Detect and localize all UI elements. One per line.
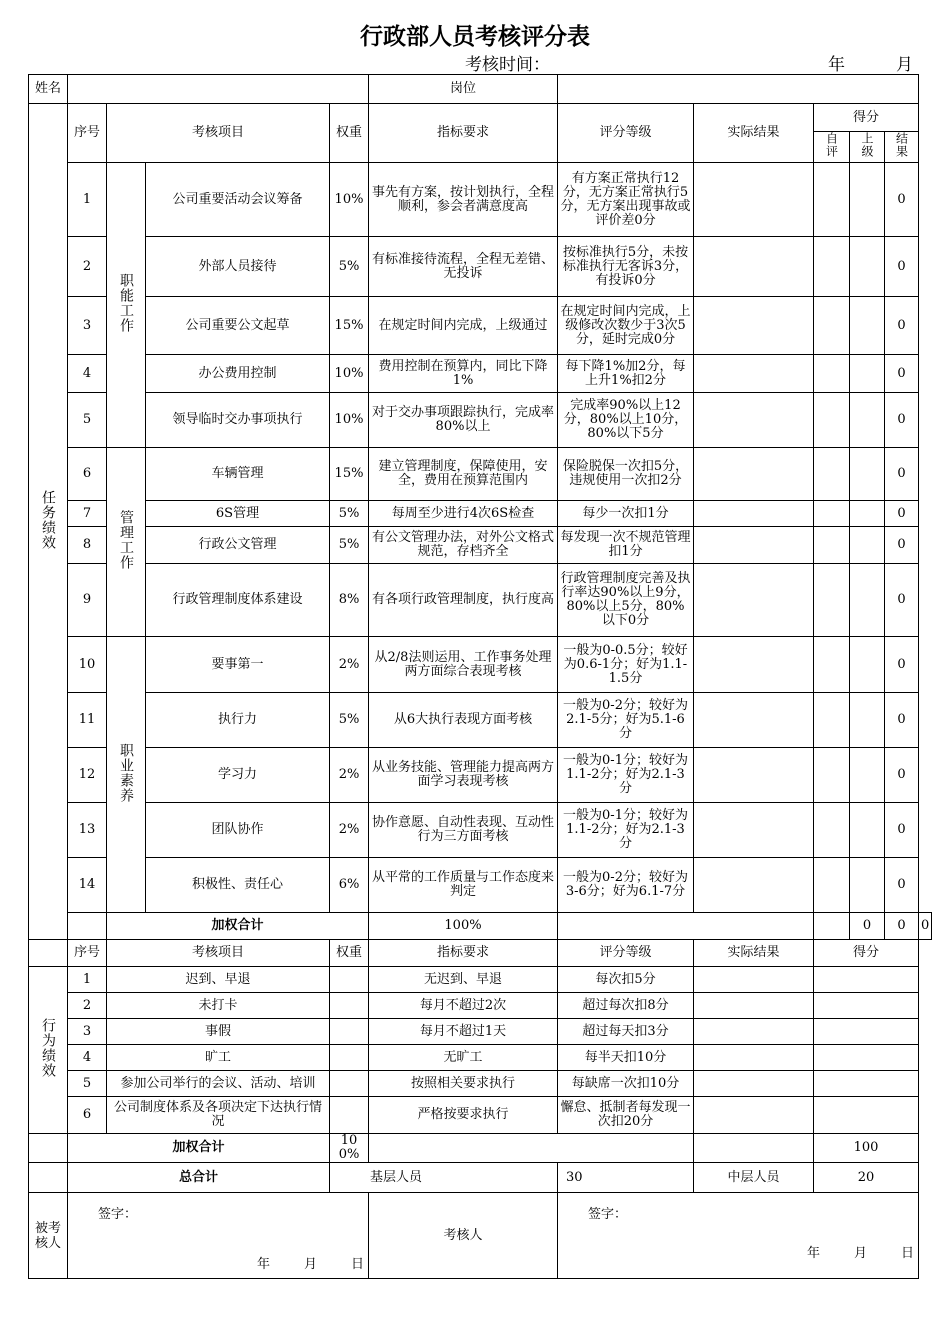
task-no: 6	[68, 448, 107, 501]
task-self-score-cell[interactable]	[814, 748, 850, 803]
behavior-actual-cell[interactable]	[694, 1097, 814, 1134]
task-row	[29, 637, 932, 693]
task-requirement: 建立管理制度，保障使用，安全，费用在预算范围内	[369, 448, 558, 501]
task-requirement: 有各项行政管理制度，执行度高	[369, 564, 558, 637]
behavior-score-cell[interactable]	[814, 1019, 919, 1045]
behavior-weight-cell[interactable]	[330, 1019, 369, 1045]
task-result: 0	[885, 803, 919, 858]
task-superior-score-cell[interactable]	[850, 163, 885, 237]
task-item: 行政管理制度体系建设	[146, 564, 330, 637]
task-superior-score-cell[interactable]	[850, 693, 885, 748]
task-no: 7	[68, 501, 107, 527]
task-self-score-cell[interactable]	[814, 803, 850, 858]
behavior-grading: 每次扣5分	[558, 967, 694, 993]
task-requirement: 从2/8法则运用、工作事务处理两方面综合表现考核	[369, 637, 558, 693]
task-actual-cell[interactable]	[694, 237, 814, 297]
task-weight: 2%	[330, 637, 369, 693]
examiner-date-month: 月	[853, 1245, 867, 1261]
task-group-label: 职业素养	[107, 637, 146, 913]
task-grading: 每少一次扣1分	[558, 501, 694, 527]
examinee-date-day: 日	[350, 1257, 364, 1272]
examinee-date-month: 月	[303, 1257, 317, 1272]
task-result: 0	[885, 564, 919, 637]
task-superior-score-cell[interactable]	[850, 501, 885, 527]
exam-time-label: 考核时间：	[465, 55, 550, 75]
task-requirement: 协作意愿、自动性表现、互动性行为三方面考核	[369, 803, 558, 858]
task-grading: 一般为0-1分；较好为1.1-2分；好为2.1-3分	[558, 748, 694, 803]
task-no: 12	[68, 748, 107, 803]
task-weight: 5%	[330, 501, 369, 527]
task-self-score-cell[interactable]	[814, 237, 850, 297]
behavior-no: 4	[68, 1045, 107, 1071]
task-self-score-cell[interactable]	[814, 564, 850, 637]
b-header-weight: 权重	[330, 940, 369, 967]
task-grading: 一般为0-1分；较好为1.1-2分；好为2.1-3分	[558, 803, 694, 858]
task-total-row	[29, 913, 932, 940]
task-item: 行政公文管理	[146, 527, 330, 564]
task-result: 0	[885, 637, 919, 693]
task-weight: 15%	[330, 448, 369, 501]
name-row	[29, 75, 932, 104]
behavior-score-cell[interactable]	[814, 967, 919, 993]
header-item: 考核项目	[107, 104, 330, 163]
blank-cell	[29, 940, 68, 967]
behavior-actual-cell[interactable]	[694, 993, 814, 1019]
assessment-table	[28, 74, 932, 1279]
b-header-item: 考核项目	[107, 940, 330, 967]
task-grading: 一般为0-2分；较好为2.1-5分；好为5.1-6分	[558, 693, 694, 748]
header-result: 结果	[885, 132, 919, 163]
task-weight: 5%	[330, 693, 369, 748]
task-requirement: 有标准接待流程，全程无差错、无投诉	[369, 237, 558, 297]
examiner-label: 考核人	[369, 1193, 558, 1279]
post-value-cell[interactable]	[558, 75, 919, 104]
b-header-requirement: 指标要求	[369, 940, 558, 967]
behavior-actual-cell[interactable]	[694, 1019, 814, 1045]
task-grading: 完成率90%以上12分，80%以上10分，80%以下5分	[558, 393, 694, 448]
task-self-score-cell[interactable]	[814, 163, 850, 237]
task-total-superior: 0	[885, 913, 919, 940]
task-superior-score-cell[interactable]	[850, 393, 885, 448]
task-row	[29, 501, 932, 527]
behavior-section-label: 行为绩效	[29, 967, 68, 1134]
task-row	[29, 448, 932, 501]
task-requirement: 事先有方案，按计划执行，全程顺利，参会者满意度高	[369, 163, 558, 237]
task-actual-cell[interactable]	[694, 163, 814, 237]
task-result: 0	[885, 355, 919, 393]
blank-cell	[29, 1134, 68, 1163]
task-self-score-cell[interactable]	[814, 297, 850, 355]
task-grading: 每发现一次不规范管理扣1分	[558, 527, 694, 564]
task-result: 0	[885, 693, 919, 748]
examinee-label: 被考核人	[29, 1193, 68, 1279]
task-requirement: 对于交办事项跟踪执行，完成率80%以上	[369, 393, 558, 448]
behavior-grading: 每缺席一次扣10分	[558, 1071, 694, 1097]
name-value-cell[interactable]	[68, 75, 369, 104]
task-grading: 每下降1%加2分，每上升1%扣2分	[558, 355, 694, 393]
task-superior-score-cell[interactable]	[850, 748, 885, 803]
task-row	[29, 693, 932, 748]
task-actual-cell[interactable]	[694, 858, 814, 913]
task-row	[29, 297, 932, 355]
task-weight: 10%	[330, 393, 369, 448]
header-weight: 权重	[330, 104, 369, 163]
task-item: 6S管理	[146, 501, 330, 527]
behavior-item: 旷工	[107, 1045, 330, 1071]
task-grading: 按标准执行5分，未按标准执行无客诉3分，有投诉0分	[558, 237, 694, 297]
task-actual-cell[interactable]	[694, 297, 814, 355]
task-no: 3	[68, 297, 107, 355]
task-self-score-cell[interactable]	[814, 448, 850, 501]
task-item: 外部人员接待	[146, 237, 330, 297]
task-weight: 10%	[330, 163, 369, 237]
behavior-weight-cell[interactable]	[330, 1071, 369, 1097]
task-item: 要事第一	[146, 637, 330, 693]
task-self-score-cell[interactable]	[814, 527, 850, 564]
examiner-sign-cell[interactable]	[558, 1193, 919, 1237]
task-actual-cell[interactable]	[694, 501, 814, 527]
task-no: 2	[68, 237, 107, 297]
task-self-score-cell[interactable]	[814, 858, 850, 913]
behavior-weight-cell[interactable]	[330, 993, 369, 1019]
signature-row-top	[29, 1193, 932, 1237]
task-header-row	[29, 104, 932, 132]
behavior-no: 2	[68, 993, 107, 1019]
behavior-total-label: 加权合计	[68, 1134, 330, 1163]
task-result: 0	[885, 237, 919, 297]
task-weight: 6%	[330, 858, 369, 913]
task-weight: 15%	[330, 297, 369, 355]
behavior-score-cell[interactable]	[814, 1097, 919, 1134]
behavior-score-cell[interactable]	[814, 1071, 919, 1097]
task-result: 0	[885, 527, 919, 564]
task-grading: 在规定时间内完成，上级修改次数少于3次5分，延时完成0分	[558, 297, 694, 355]
header-grading: 评分等级	[558, 104, 694, 163]
task-row	[29, 748, 932, 803]
behavior-total-score: 100	[814, 1134, 919, 1163]
task-weight: 5%	[330, 237, 369, 297]
behavior-requirement: 无旷工	[369, 1045, 558, 1071]
task-result: 0	[885, 858, 919, 913]
task-grading: 一般为0-0.5分；较好为0.6-1分；好为1.1-1.5分	[558, 637, 694, 693]
behavior-grading: 超过每次扣8分	[558, 993, 694, 1019]
behavior-row	[29, 1045, 932, 1071]
task-weight: 8%	[330, 564, 369, 637]
task-group-label: 管理工作	[107, 448, 146, 637]
task-superior-score-cell[interactable]	[850, 527, 885, 564]
task-item: 公司重要公文起草	[146, 297, 330, 355]
task-row	[29, 858, 932, 913]
task-grading: 一般为0-2分；较好为3-6分；好为6.1-7分	[558, 858, 694, 913]
header-no: 序号	[68, 104, 107, 163]
task-actual-cell[interactable]	[694, 355, 814, 393]
behavior-score-cell[interactable]	[814, 993, 919, 1019]
task-item: 积极性、责任心	[146, 858, 330, 913]
task-self-score-cell[interactable]	[814, 355, 850, 393]
task-group-label: 职能工作	[107, 163, 146, 448]
task-requirement: 从平常的工作质量与工作态度来判定	[369, 858, 558, 913]
task-item: 领导临时交办事项执行	[146, 393, 330, 448]
task-weight: 2%	[330, 748, 369, 803]
behavior-grading: 超过每天扣3分	[558, 1019, 694, 1045]
behavior-row	[29, 1071, 932, 1097]
task-actual-cell[interactable]	[694, 564, 814, 637]
behavior-row	[29, 1097, 932, 1134]
behavior-score-cell[interactable]	[814, 1045, 919, 1071]
blank-cell	[29, 1163, 68, 1193]
task-superior-score-cell[interactable]	[850, 858, 885, 913]
behavior-requirement: 按照相关要求执行	[369, 1071, 558, 1097]
task-total-label: 加权合计	[107, 913, 369, 940]
b-header-score: 得分	[814, 940, 919, 967]
b-header-grading: 评分等级	[558, 940, 694, 967]
task-row	[29, 237, 932, 297]
blank-cell	[694, 1134, 814, 1163]
task-grading: 保险脱保一次扣5分，违规使用一次扣2分	[558, 448, 694, 501]
task-weight: 5%	[330, 527, 369, 564]
behavior-requirement: 严格按要求执行	[369, 1097, 558, 1134]
behavior-total-row	[29, 1134, 932, 1163]
task-section-label: 任务绩效	[29, 104, 68, 940]
task-result: 0	[885, 748, 919, 803]
task-no: 8	[68, 527, 107, 564]
task-item: 车辆管理	[146, 448, 330, 501]
task-actual-cell[interactable]	[694, 527, 814, 564]
examinee-date-year: 年	[256, 1257, 270, 1272]
behavior-grading: 每半天扣10分	[558, 1045, 694, 1071]
task-weight: 2%	[330, 803, 369, 858]
task-actual-cell[interactable]	[694, 803, 814, 858]
behavior-requirement: 每月不超过1天	[369, 1019, 558, 1045]
examinee-date-cell[interactable]	[68, 1237, 369, 1279]
page-title: 行政部人员考核评分表	[360, 24, 590, 50]
behavior-item: 参加公司举行的会议、活动、培训	[107, 1071, 330, 1097]
task-superior-score-cell[interactable]	[850, 637, 885, 693]
task-row	[29, 393, 932, 448]
behavior-actual-cell[interactable]	[694, 1045, 814, 1071]
task-result: 0	[885, 297, 919, 355]
task-superior-score-cell[interactable]	[850, 237, 885, 297]
task-item: 办公费用控制	[146, 355, 330, 393]
task-superior-score-cell[interactable]	[850, 803, 885, 858]
behavior-item: 未打卡	[107, 993, 330, 1019]
blank-cell	[558, 913, 814, 940]
task-row	[29, 564, 932, 637]
task-superior-score-cell[interactable]	[850, 355, 885, 393]
task-actual-cell[interactable]	[694, 637, 814, 693]
behavior-no: 6	[68, 1097, 107, 1134]
examiner-sign-label: 签字：	[588, 1206, 628, 1222]
blank-cell	[68, 913, 107, 940]
behavior-header-row	[29, 940, 932, 967]
task-requirement: 费用控制在预算内，同比下降1%	[369, 355, 558, 393]
base-staff-value: 30	[558, 1163, 694, 1193]
task-row	[29, 803, 932, 858]
task-grading: 有方案正常执行12分，无方案正常执行5分，无方案出现事故或评价差0分	[558, 163, 694, 237]
task-no: 10	[68, 637, 107, 693]
header-self: 自评	[814, 132, 850, 163]
examinee-sign-label: 签字：	[98, 1206, 138, 1222]
grand-total-label: 总合计	[68, 1163, 330, 1193]
behavior-no: 1	[68, 967, 107, 993]
task-no: 11	[68, 693, 107, 748]
behavior-item: 公司制度体系及各项决定下达执行情况	[107, 1097, 330, 1134]
task-result: 0	[885, 448, 919, 501]
task-result: 0	[885, 393, 919, 448]
examiner-date-cell[interactable]	[558, 1237, 919, 1279]
header-superior: 上级	[850, 132, 885, 163]
task-item: 团队协作	[146, 803, 330, 858]
behavior-row	[29, 967, 932, 993]
task-superior-score-cell[interactable]	[850, 297, 885, 355]
behavior-item: 事假	[107, 1019, 330, 1045]
behavior-row	[29, 993, 932, 1019]
base-staff-label: 基层人员	[330, 1163, 558, 1193]
task-self-score-cell[interactable]	[814, 393, 850, 448]
examinee-sign-cell[interactable]	[68, 1193, 369, 1237]
task-requirement: 从6大执行表现方面考核	[369, 693, 558, 748]
task-actual-cell[interactable]	[694, 748, 814, 803]
task-no: 5	[68, 393, 107, 448]
mid-staff-label: 中层人员	[694, 1163, 814, 1193]
task-item: 公司重要活动会议筹备	[146, 163, 330, 237]
task-item: 执行力	[146, 693, 330, 748]
behavior-actual-cell[interactable]	[694, 967, 814, 993]
task-requirement: 有公文管理办法，对外公文格式规范，存档齐全	[369, 527, 558, 564]
behavior-weight-cell[interactable]	[330, 1045, 369, 1071]
examiner-date-day: 日	[900, 1245, 914, 1261]
task-superior-score-cell[interactable]	[850, 564, 885, 637]
year-label: 年	[828, 55, 845, 75]
task-superior-score-cell[interactable]	[850, 448, 885, 501]
behavior-requirement: 每月不超过2次	[369, 993, 558, 1019]
task-requirement: 从业务技能、管理能力提高两方面学习表现考核	[369, 748, 558, 803]
behavior-requirement: 无迟到、早退	[369, 967, 558, 993]
task-self-score-cell[interactable]	[814, 637, 850, 693]
b-header-no: 序号	[68, 940, 107, 967]
behavior-row	[29, 1019, 932, 1045]
task-no: 4	[68, 355, 107, 393]
task-requirement: 在规定时间内完成，上级通过	[369, 297, 558, 355]
behavior-total-weight: 100%	[330, 1134, 369, 1163]
header-actual: 实际结果	[694, 104, 814, 163]
task-self-score-cell[interactable]	[814, 501, 850, 527]
task-actual-cell[interactable]	[694, 448, 814, 501]
behavior-actual-cell[interactable]	[694, 1071, 814, 1097]
month-label: 月	[896, 55, 913, 75]
mid-staff-value: 20	[814, 1163, 919, 1193]
task-no: 1	[68, 163, 107, 237]
behavior-weight-cell[interactable]	[330, 967, 369, 993]
header-requirement: 指标要求	[369, 104, 558, 163]
task-grading: 行政管理制度完善及执行率达90%以上9分，80%以上5分，80%以下0分	[558, 564, 694, 637]
task-result: 0	[885, 163, 919, 237]
task-row	[29, 355, 932, 393]
grand-total-row	[29, 1163, 932, 1193]
task-row	[29, 163, 932, 237]
task-actual-cell[interactable]	[694, 393, 814, 448]
behavior-grading: 懈怠、抵制者每发现一次扣20分	[558, 1097, 694, 1134]
task-result: 0	[885, 501, 919, 527]
blank-cell	[369, 1134, 694, 1163]
name-label: 姓名	[29, 75, 68, 104]
task-row	[29, 527, 932, 564]
task-self-score-cell[interactable]	[814, 693, 850, 748]
behavior-weight-cell[interactable]	[330, 1097, 369, 1134]
behavior-item: 迟到、早退	[107, 967, 330, 993]
task-requirement: 每周至少进行4次6S检查	[369, 501, 558, 527]
task-total-result: 0	[919, 913, 932, 940]
task-no: 13	[68, 803, 107, 858]
behavior-no: 3	[68, 1019, 107, 1045]
task-no: 9	[68, 564, 107, 637]
b-header-actual: 实际结果	[694, 940, 814, 967]
task-item: 学习力	[146, 748, 330, 803]
task-total-self: 0	[850, 913, 885, 940]
task-weight: 10%	[330, 355, 369, 393]
task-no: 14	[68, 858, 107, 913]
task-total-weight: 100%	[369, 913, 558, 940]
task-actual-cell[interactable]	[694, 693, 814, 748]
header-score: 得分	[814, 104, 919, 132]
behavior-no: 5	[68, 1071, 107, 1097]
blank-cell	[814, 913, 850, 940]
examiner-date-year: 年	[806, 1245, 820, 1261]
post-label: 岗位	[369, 75, 558, 104]
